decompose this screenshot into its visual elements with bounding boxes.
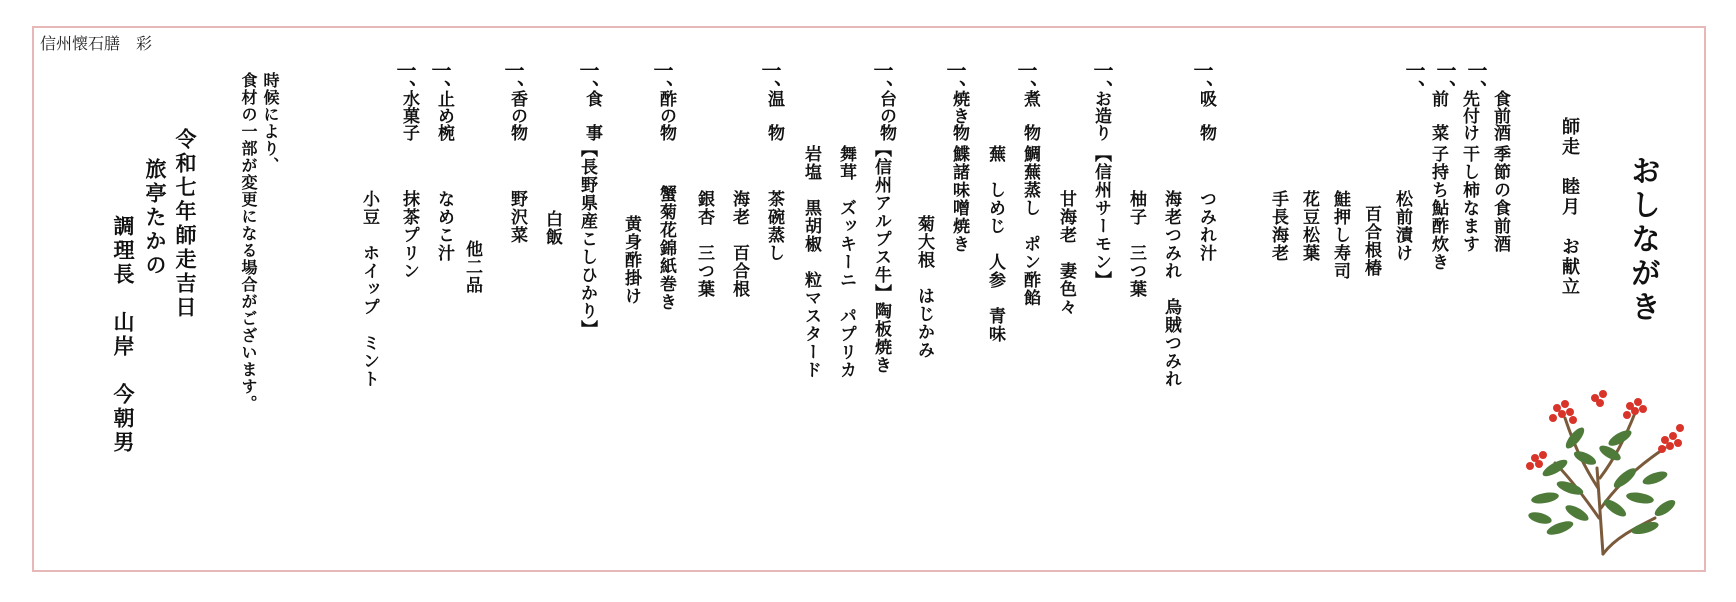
course-item: 銀杏 三つ葉 <box>694 190 714 298</box>
course-item: 舞茸 ズッキーニ パプリカ <box>836 145 856 379</box>
course-category: 酢の物 <box>656 90 676 141</box>
course-marker: 一、 <box>501 60 525 100</box>
course-item: 甘海老 妻色々 <box>1056 190 1076 316</box>
course-item: 【長野県産こしひかり】 <box>577 140 597 338</box>
course-marker: 一、 <box>393 60 417 100</box>
restaurant-name: 信州懐石膳 彩 <box>40 34 153 53</box>
chef-name: 調理長 山岸 今朝男 <box>111 215 136 455</box>
course-category: 温 物 <box>764 90 784 141</box>
course-marker: 一、 <box>1433 60 1457 100</box>
course-category: 先付け <box>1459 90 1479 141</box>
course-item: 鮭押し寿司 <box>1330 190 1350 280</box>
course-item: 手長海老 <box>1268 190 1288 262</box>
course-item: 抹茶プリン <box>399 190 419 280</box>
course-item: 季節の食前酒 <box>1490 145 1510 253</box>
menu-frame <box>32 26 1706 572</box>
course-item: 岩塩 黒胡椒 粒マスタード <box>801 145 821 379</box>
course-category: 台の物 <box>876 90 896 141</box>
course-item: 茶碗蒸し <box>764 190 784 262</box>
course-item: 蟹菊花錦紙巻き <box>656 185 676 311</box>
menu-title: おしながき <box>1625 155 1660 325</box>
course-item: 子持ち鮎酢炊き <box>1428 145 1448 271</box>
course-marker: 一、 <box>943 60 967 100</box>
course-category: 前 菜 <box>1428 90 1448 141</box>
course-item: 菊大根 はじかみ <box>914 215 934 359</box>
notice-line: 時候により、 <box>261 72 280 174</box>
course-marker: 一、 <box>870 60 894 100</box>
course-marker: 一、 <box>428 60 452 100</box>
course-item: 【信州サーモン】 <box>1091 145 1111 289</box>
course-marker: 一、 <box>1464 60 1488 100</box>
course-marker: 一、 <box>1090 60 1114 100</box>
course-marker: 一、 <box>758 60 782 100</box>
course-item: 松前漬け <box>1392 190 1412 262</box>
date-line: 令和七年師走吉日 <box>173 128 198 320</box>
course-category: お造り <box>1091 90 1111 141</box>
notice-line: 食材の一部が変更になる場合がございます。 <box>239 72 258 412</box>
nandina-plant-image <box>1515 378 1695 558</box>
course-marker: 一、 <box>1190 60 1214 100</box>
course-item: 干し柿なます <box>1459 145 1479 253</box>
course-category: 食 事 <box>582 90 602 141</box>
course-item: 野沢菜 <box>507 190 527 244</box>
course-item: 蕪 しめじ 人参 青味 <box>985 145 1005 343</box>
course-item: 柚子 三つ葉 <box>1126 190 1146 298</box>
course-item: 花豆松葉 <box>1299 190 1319 262</box>
course-category: 食前酒 <box>1490 90 1510 141</box>
course-item: 小豆 ホイップ ミント <box>359 190 379 388</box>
course-item: 海老つみれ 烏賊つみれ <box>1161 190 1181 388</box>
menu-subtitle: 師走 睦月 お献立 <box>1559 117 1580 297</box>
course-item: 鰈諸味噌焼き <box>949 145 969 253</box>
course-item: 鯛蕪蒸し ポン酢餡 <box>1020 145 1040 307</box>
course-item: 黄身酢掛け <box>621 215 641 305</box>
course-marker: 一、 <box>1402 60 1426 100</box>
course-marker: 一、 <box>576 60 600 100</box>
course-category: 水菓子 <box>399 90 419 141</box>
course-item: なめこ汁 <box>434 190 454 262</box>
course-item: 百合根椿 <box>1361 205 1381 277</box>
ryotei-name: 旅亭たかの <box>143 158 168 278</box>
course-item: つみれ汁 <box>1196 190 1216 262</box>
course-category: 煮 物 <box>1020 90 1040 141</box>
course-item: 白飯 <box>542 210 562 246</box>
course-item: 海老 百合根 <box>729 190 749 298</box>
course-category: 吸 物 <box>1196 90 1216 141</box>
course-item: 他二品 <box>462 240 482 294</box>
course-category: 香の物 <box>507 90 527 141</box>
course-item: 【信州アルプス牛】陶板焼き <box>871 140 891 374</box>
course-marker: 一、 <box>1014 60 1038 100</box>
course-marker: 一、 <box>650 60 674 100</box>
course-category: 焼き物 <box>949 90 969 141</box>
course-category: 止め椀 <box>434 90 454 141</box>
